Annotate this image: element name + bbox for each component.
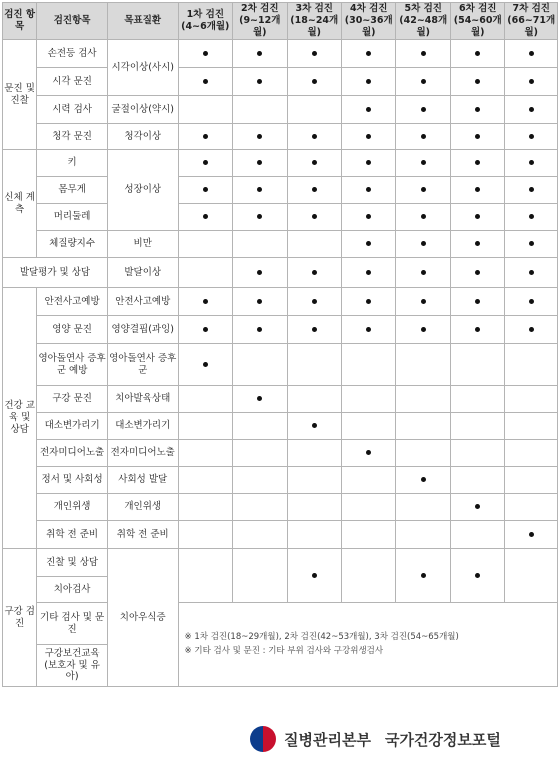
checkup-dot	[312, 423, 317, 428]
schedule-cell	[396, 521, 450, 549]
table-row	[3, 68, 558, 96]
table-row	[3, 440, 558, 467]
schedule-cell	[450, 344, 504, 386]
checkup-dot	[366, 79, 371, 84]
item-cell: 키	[37, 150, 108, 177]
item-cell: 개인위생	[37, 494, 108, 521]
schedule-cell	[342, 386, 396, 413]
target-cell: 굴절이상(약시)	[107, 96, 178, 124]
schedule-cell	[287, 177, 341, 204]
item-cell: 전자미디어노출	[37, 440, 108, 467]
checkup-dot	[312, 214, 317, 219]
checkup-dot	[529, 327, 534, 332]
schedule-cell	[396, 467, 450, 494]
schedule-cell	[178, 96, 232, 124]
item-cell: 안전사고예방	[37, 288, 108, 316]
checkup-dot	[257, 79, 262, 84]
schedule-cell	[287, 549, 341, 603]
schedule-cell	[396, 344, 450, 386]
schedule-cell	[342, 316, 396, 344]
table-row	[3, 288, 558, 316]
schedule-cell	[505, 386, 558, 413]
schedule-cell	[178, 549, 232, 603]
schedule-cell	[233, 521, 287, 549]
checkup-dot	[257, 214, 262, 219]
schedule-cell	[342, 68, 396, 96]
checkup-dot	[203, 299, 208, 304]
schedule-cell	[178, 68, 232, 96]
checkup-dot	[257, 299, 262, 304]
checkup-dot	[475, 573, 480, 578]
checkup-dot	[475, 79, 480, 84]
item-cell: 진찰 및 상담	[37, 549, 108, 577]
schedule-cell	[287, 258, 341, 288]
schedule-cell	[396, 177, 450, 204]
table-row	[3, 467, 558, 494]
schedule-cell	[450, 96, 504, 124]
checkup-dot	[366, 160, 371, 165]
table-row	[3, 96, 558, 124]
checkup-dot	[257, 327, 262, 332]
checkup-dot	[475, 241, 480, 246]
target-cell: 대소변가리기	[107, 413, 178, 440]
schedule-cell	[505, 68, 558, 96]
schedule-cell	[233, 204, 287, 231]
checkup-dot	[312, 327, 317, 332]
table-row	[3, 494, 558, 521]
health-checkup-table	[2, 2, 558, 687]
checkup-dot	[421, 79, 426, 84]
checkup-dot	[475, 299, 480, 304]
item-cell: 기타 검사 및 문진	[37, 603, 108, 645]
schedule-cell	[450, 177, 504, 204]
schedule-cell	[450, 440, 504, 467]
schedule-cell	[342, 231, 396, 258]
table-row	[3, 258, 558, 288]
target-cell: 영양결핍(과잉)	[107, 316, 178, 344]
schedule-cell	[396, 96, 450, 124]
checkup-dot	[421, 241, 426, 246]
schedule-cell	[287, 344, 341, 386]
schedule-cell	[287, 440, 341, 467]
schedule-cell	[233, 413, 287, 440]
schedule-cell	[505, 177, 558, 204]
schedule-cell	[396, 150, 450, 177]
checkup-dot	[257, 396, 262, 401]
item-cell: 영아돌연사 증후군 예방	[37, 344, 108, 386]
checkup-dot	[421, 187, 426, 192]
table-row	[3, 521, 558, 549]
schedule-cell	[233, 258, 287, 288]
schedule-cell	[396, 288, 450, 316]
schedule-cell	[233, 96, 287, 124]
item-cell: 청각 문진	[37, 124, 108, 150]
schedule-cell	[505, 204, 558, 231]
schedule-cell	[233, 68, 287, 96]
checkup-dot	[529, 107, 534, 112]
schedule-cell	[233, 440, 287, 467]
checkup-dot	[475, 327, 480, 332]
checkup-dot	[312, 160, 317, 165]
checkup-dot	[257, 51, 262, 56]
schedule-cell	[396, 40, 450, 68]
item-cell: 머리둘레	[37, 204, 108, 231]
header-round-1: 1차 검진 (4~6개월)	[178, 3, 232, 40]
table-row	[3, 177, 558, 204]
checkup-dot	[203, 51, 208, 56]
checkup-dot	[312, 299, 317, 304]
schedule-cell	[178, 40, 232, 68]
item-cell: 취학 전 준비	[37, 521, 108, 549]
header-round-4: 4차 검진 (30~36개월)	[342, 3, 396, 40]
checkup-dot	[475, 134, 480, 139]
schedule-cell	[178, 177, 232, 204]
schedule-cell	[505, 440, 558, 467]
target-cell: 발달이상	[107, 258, 178, 288]
schedule-cell	[233, 316, 287, 344]
table-row	[3, 231, 558, 258]
group-label: 발달평가 및 상담	[3, 258, 108, 288]
header-target: 목표질환	[107, 3, 178, 40]
schedule-cell	[505, 467, 558, 494]
schedule-cell	[342, 96, 396, 124]
checkup-dot	[257, 270, 262, 275]
schedule-cell	[178, 316, 232, 344]
group-label: 구강 검진	[3, 549, 37, 687]
target-cell: 성장이상	[107, 150, 178, 231]
schedule-cell	[178, 204, 232, 231]
checkup-dot	[421, 134, 426, 139]
schedule-cell	[287, 316, 341, 344]
schedule-cell	[178, 258, 232, 288]
schedule-cell	[396, 124, 450, 150]
schedule-cell	[233, 150, 287, 177]
schedule-cell	[450, 204, 504, 231]
table-row	[3, 40, 558, 68]
checkup-dot	[475, 270, 480, 275]
schedule-cell	[178, 467, 232, 494]
checkup-dot	[203, 362, 208, 367]
schedule-cell	[396, 549, 450, 603]
schedule-cell	[505, 521, 558, 549]
checkup-dot	[312, 79, 317, 84]
checkup-dot	[366, 270, 371, 275]
checkup-dot	[421, 214, 426, 219]
schedule-cell	[450, 549, 504, 603]
checkup-dot	[529, 79, 534, 84]
schedule-cell	[233, 177, 287, 204]
schedule-cell	[342, 150, 396, 177]
checkup-dot	[366, 51, 371, 56]
checkup-dot	[203, 327, 208, 332]
group-label: 문진 및 진찰	[3, 40, 37, 150]
schedule-cell	[287, 40, 341, 68]
group-label: 건강 교육 및 상담	[3, 288, 37, 549]
schedule-cell	[178, 413, 232, 440]
table-row	[3, 316, 558, 344]
target-cell: 청각이상	[107, 124, 178, 150]
checkup-dot	[475, 214, 480, 219]
item-cell: 구강보건교육 (보호자 및 유아)	[37, 645, 108, 687]
schedule-cell	[396, 316, 450, 344]
checkup-dot	[529, 51, 534, 56]
schedule-cell	[287, 386, 341, 413]
schedule-cell	[287, 467, 341, 494]
schedule-cell	[233, 549, 287, 603]
checkup-dot	[421, 573, 426, 578]
checkup-dot	[529, 134, 534, 139]
schedule-cell	[287, 521, 341, 549]
target-cell: 비만	[107, 231, 178, 258]
org-name: 질병관리본부	[284, 730, 371, 749]
checkup-dot	[529, 160, 534, 165]
checkup-dot	[257, 160, 262, 165]
item-cell: 정서 및 사회성	[37, 467, 108, 494]
schedule-cell	[178, 124, 232, 150]
checkup-dot	[475, 160, 480, 165]
schedule-cell	[450, 467, 504, 494]
table-row	[3, 204, 558, 231]
target-cell: 시각이상(사시)	[107, 40, 178, 96]
schedule-cell	[342, 440, 396, 467]
schedule-cell	[505, 288, 558, 316]
checkup-dot	[421, 477, 426, 482]
schedule-cell	[342, 204, 396, 231]
schedule-cell	[342, 288, 396, 316]
header-category: 검진 항목	[3, 3, 37, 40]
checkup-dot	[203, 79, 208, 84]
schedule-cell	[505, 96, 558, 124]
portal-name: 국가건강정보포털	[384, 730, 501, 749]
schedule-cell	[342, 258, 396, 288]
checkup-dot	[529, 532, 534, 537]
schedule-cell	[505, 40, 558, 68]
checkup-dot	[421, 299, 426, 304]
header-round-2: 2차 검진 (9~12개월)	[233, 3, 287, 40]
checkup-dot	[475, 187, 480, 192]
schedule-cell	[233, 40, 287, 68]
checkup-dot	[312, 51, 317, 56]
target-cell: 안전사고예방	[107, 288, 178, 316]
header-row	[3, 3, 558, 40]
checkup-dot	[529, 299, 534, 304]
item-cell: 시력 검사	[37, 96, 108, 124]
note-line-2: ※ 기타 검사 및 문진 : 기타 부위 검사와 구강위생검사	[184, 645, 384, 656]
schedule-cell	[287, 150, 341, 177]
header-round-7: 7차 검진 (66~71개월)	[505, 3, 558, 40]
checkup-dot	[312, 187, 317, 192]
checkup-dot	[529, 187, 534, 192]
checkup-dot	[366, 327, 371, 332]
schedule-cell	[450, 68, 504, 96]
checkup-dot	[366, 107, 371, 112]
schedule-cell	[505, 124, 558, 150]
checkup-dot	[203, 214, 208, 219]
item-cell: 체질량지수	[37, 231, 108, 258]
schedule-cell	[342, 549, 396, 603]
schedule-cell	[287, 231, 341, 258]
item-cell: 영양 문진	[37, 316, 108, 344]
checkup-dot	[366, 450, 371, 455]
schedule-cell	[396, 386, 450, 413]
note-line-1: ※ 1차 검진(18~29개월), 2차 검진(42~53개월), 3차 검진(54~65개월)	[184, 631, 459, 642]
schedule-cell	[396, 413, 450, 440]
table-row	[3, 124, 558, 150]
target-cell: 개인위생	[107, 494, 178, 521]
checkup-dot	[312, 573, 317, 578]
schedule-cell	[450, 231, 504, 258]
checkup-dot	[421, 51, 426, 56]
header-item: 검진항목	[37, 3, 108, 40]
header-round-5: 5차 검진 (42~48개월)	[396, 3, 450, 40]
schedule-cell	[233, 124, 287, 150]
checkup-dot	[529, 214, 534, 219]
schedule-cell	[450, 258, 504, 288]
checkup-dot	[475, 504, 480, 509]
oral-notes	[178, 603, 557, 687]
schedule-cell	[287, 204, 341, 231]
schedule-cell	[396, 68, 450, 96]
checkup-dot	[257, 187, 262, 192]
target-cell: 취학 전 준비	[107, 521, 178, 549]
checkup-dot	[366, 299, 371, 304]
schedule-cell	[450, 521, 504, 549]
item-cell: 구강 문진	[37, 386, 108, 413]
schedule-cell	[505, 494, 558, 521]
checkup-dot	[312, 270, 317, 275]
schedule-cell	[233, 344, 287, 386]
schedule-cell	[178, 521, 232, 549]
schedule-cell	[342, 124, 396, 150]
table-row	[3, 150, 558, 177]
checkup-dot	[203, 160, 208, 165]
schedule-cell	[450, 288, 504, 316]
checkup-dot	[312, 134, 317, 139]
schedule-cell	[342, 467, 396, 494]
checkup-dot	[421, 107, 426, 112]
schedule-cell	[505, 316, 558, 344]
schedule-cell	[233, 231, 287, 258]
schedule-cell	[450, 413, 504, 440]
target-cell: 치아우식증	[107, 549, 178, 687]
checkup-dot	[203, 187, 208, 192]
schedule-cell	[178, 288, 232, 316]
group-label: 신체 계측	[3, 150, 37, 258]
target-cell: 영아돌연사 증후군	[107, 344, 178, 386]
schedule-cell	[342, 494, 396, 521]
schedule-cell	[287, 124, 341, 150]
item-cell: 대소변가리기	[37, 413, 108, 440]
checkup-dot	[203, 134, 208, 139]
table-row	[3, 603, 558, 645]
checkup-dot	[366, 241, 371, 246]
table-row	[3, 344, 558, 386]
schedule-cell	[233, 288, 287, 316]
schedule-cell	[178, 231, 232, 258]
schedule-cell	[233, 494, 287, 521]
schedule-cell	[287, 413, 341, 440]
schedule-cell	[287, 96, 341, 124]
item-cell: 치아검사	[37, 577, 108, 603]
schedule-cell	[287, 288, 341, 316]
schedule-cell	[287, 68, 341, 96]
taegeuk-logo-icon	[250, 726, 276, 752]
schedule-cell	[505, 258, 558, 288]
checkup-dot	[366, 134, 371, 139]
target-cell: 사회성 발달	[107, 467, 178, 494]
schedule-cell	[342, 413, 396, 440]
target-cell: 치아발육상태	[107, 386, 178, 413]
checkup-dot	[421, 327, 426, 332]
schedule-cell	[342, 521, 396, 549]
item-cell: 시각 문진	[37, 68, 108, 96]
schedule-cell	[342, 177, 396, 204]
header-round-3: 3차 검진 (18~24개월)	[287, 3, 341, 40]
schedule-cell	[505, 344, 558, 386]
checkup-dot	[529, 270, 534, 275]
schedule-cell	[450, 386, 504, 413]
schedule-cell	[450, 494, 504, 521]
schedule-cell	[505, 231, 558, 258]
schedule-cell	[342, 40, 396, 68]
schedule-cell	[505, 150, 558, 177]
checkup-dot	[475, 107, 480, 112]
schedule-cell	[178, 386, 232, 413]
item-cell: 몸무게	[37, 177, 108, 204]
schedule-cell	[233, 386, 287, 413]
header-round-6: 6차 검진 (54~60개월)	[450, 3, 504, 40]
footer	[250, 726, 501, 752]
schedule-cell	[450, 150, 504, 177]
schedule-cell	[342, 344, 396, 386]
schedule-cell	[396, 204, 450, 231]
schedule-cell	[178, 494, 232, 521]
table-row	[3, 549, 558, 577]
schedule-cell	[396, 258, 450, 288]
schedule-cell	[178, 440, 232, 467]
checkup-dot	[366, 187, 371, 192]
checkup-dot	[475, 51, 480, 56]
schedule-cell	[505, 413, 558, 440]
table-row	[3, 386, 558, 413]
table-row	[3, 413, 558, 440]
schedule-cell	[505, 549, 558, 603]
checkup-dot	[421, 160, 426, 165]
schedule-cell	[178, 344, 232, 386]
schedule-cell	[396, 440, 450, 467]
schedule-cell	[450, 316, 504, 344]
item-cell: 손전등 검사	[37, 40, 108, 68]
checkup-dot	[421, 270, 426, 275]
schedule-cell	[178, 150, 232, 177]
schedule-cell	[396, 494, 450, 521]
target-cell: 전자미디어노출	[107, 440, 178, 467]
checkup-dot	[529, 241, 534, 246]
schedule-cell	[396, 231, 450, 258]
schedule-cell	[450, 124, 504, 150]
schedule-cell	[233, 467, 287, 494]
checkup-dot	[366, 214, 371, 219]
checkup-dot	[257, 134, 262, 139]
schedule-cell	[287, 494, 341, 521]
schedule-cell	[450, 40, 504, 68]
